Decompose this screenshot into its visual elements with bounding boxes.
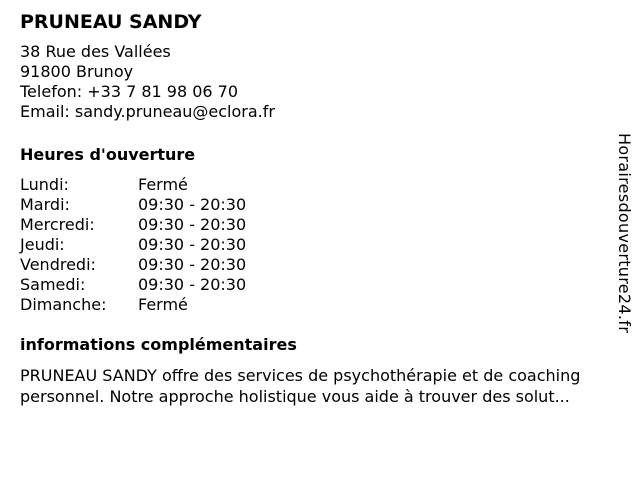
postal-city: 91800 Brunoy [20, 62, 134, 81]
hours-time: Fermé [138, 175, 188, 194]
phone-line: Telefon: +33 7 81 98 06 70 [20, 82, 239, 101]
hours-table [20, 175, 620, 315]
hours-heading: Heures d'ouverture [20, 145, 196, 164]
hours-day: Samedi: [20, 275, 86, 294]
hours-day: Dimanche: [20, 295, 107, 314]
address-block [20, 42, 620, 122]
hours-day: Lundi: [20, 175, 69, 194]
hours-time: 09:30 - 20:30 [138, 275, 247, 294]
hours-time: 09:30 - 20:30 [138, 235, 247, 254]
hours-time: Fermé [138, 295, 188, 314]
business-card [20, 10, 620, 407]
hours-time: 09:30 - 20:30 [138, 215, 247, 234]
hours-row-dimanche [20, 295, 620, 315]
hours-row-samedi [20, 275, 620, 295]
hours-day: Jeudi: [20, 235, 65, 254]
hours-day: Vendredi: [20, 255, 96, 274]
hours-time: 09:30 - 20:30 [138, 195, 247, 214]
hours-row-mercredi [20, 215, 620, 235]
hours-day: Mardi: [20, 195, 70, 214]
hours-row-vendredi [20, 255, 620, 275]
hours-time: 09:30 - 20:30 [138, 255, 247, 274]
business-name: PRUNEAU SANDY [20, 11, 202, 33]
hours-row-lundi [20, 175, 620, 195]
street-address: 38 Rue des Vallées [20, 42, 171, 61]
hours-day: Mercredi: [20, 215, 95, 234]
hours-row-mardi [20, 195, 620, 215]
site-watermark: Horairesdouverture24.fr [615, 133, 634, 334]
business-description: PRUNEAU SANDY offre des services de psychothérapie et de coaching personnel. Notre approche holistique vous aide à trouver des solut... [20, 366, 581, 406]
hours-row-jeudi [20, 235, 620, 255]
email-line: Email: sandy.pruneau@eclora.fr [20, 102, 275, 121]
info-heading: informations complémentaires [20, 335, 297, 354]
